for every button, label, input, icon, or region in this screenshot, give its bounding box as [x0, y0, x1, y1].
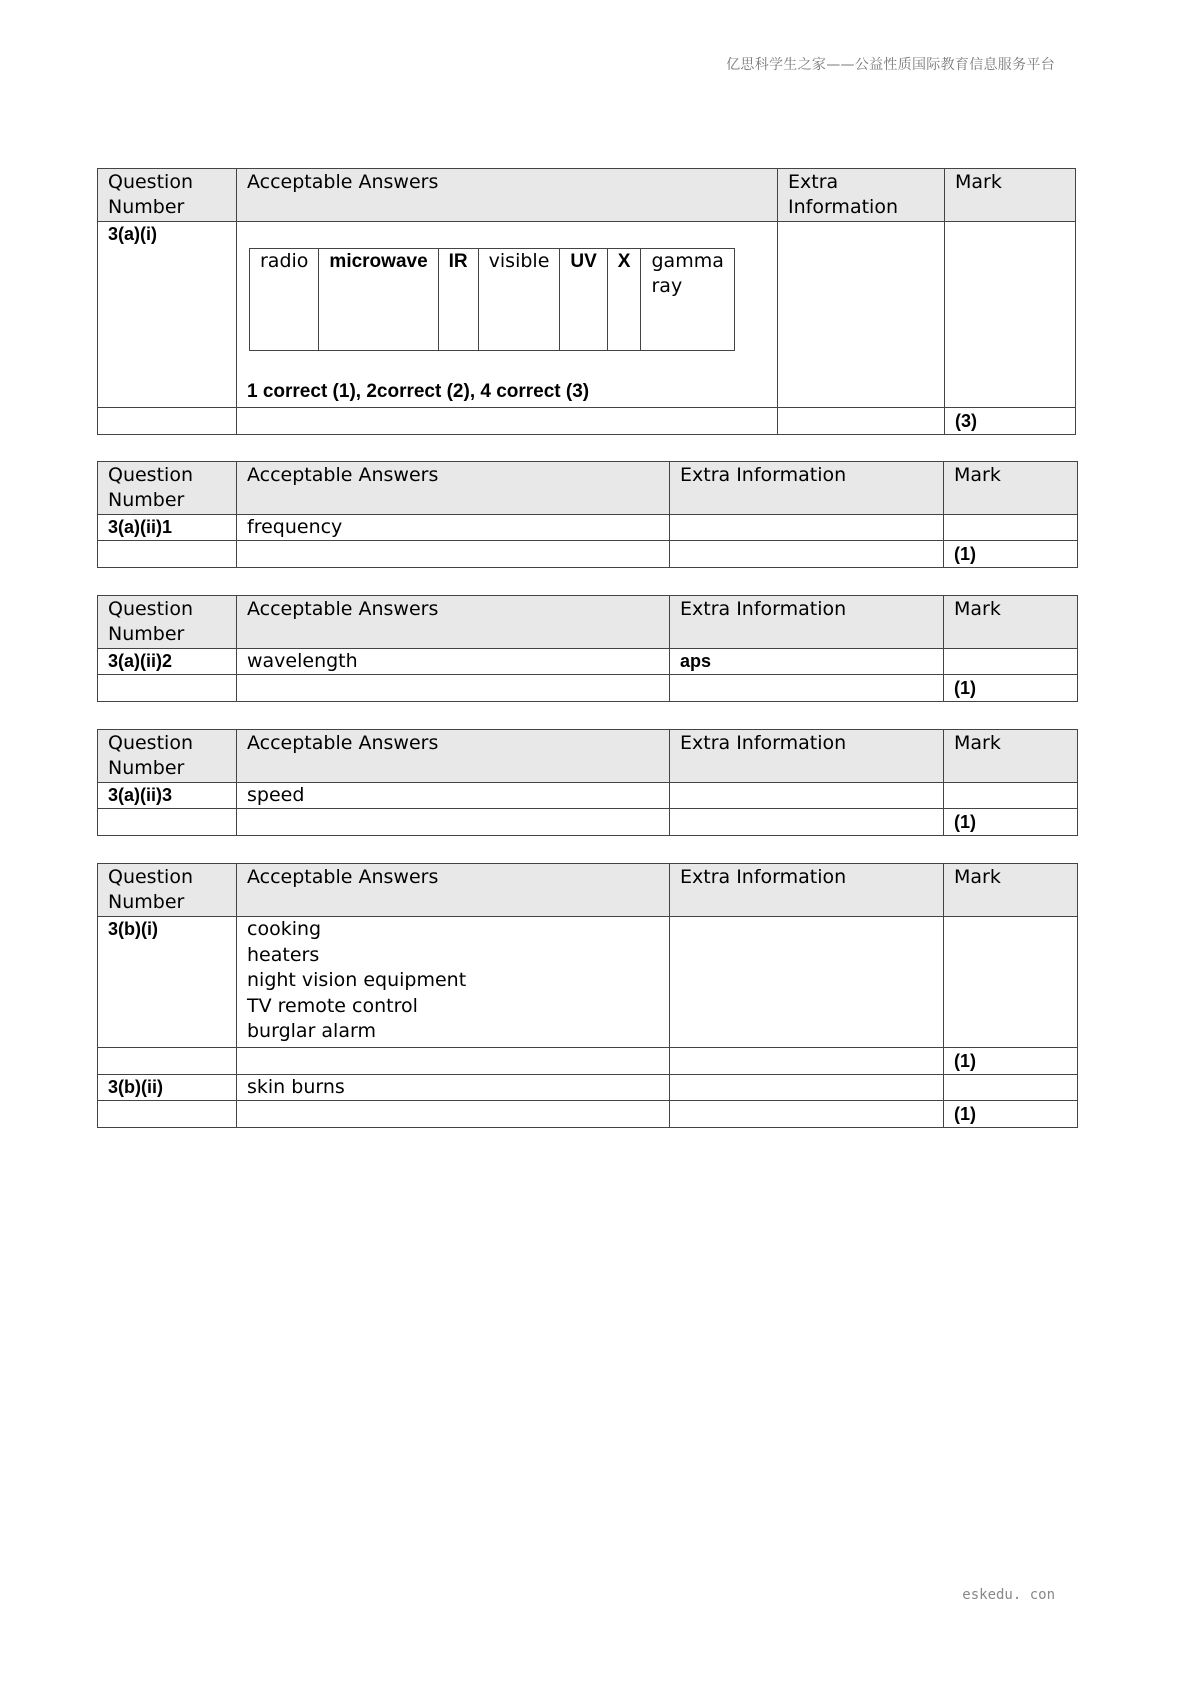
mark-header: Mark	[945, 169, 1076, 222]
mark-total-row	[98, 408, 1076, 435]
extra-information: aps	[670, 649, 944, 675]
spectrum-x: X	[607, 249, 641, 351]
total-mark: (1)	[944, 675, 1078, 702]
question-number: 3(a)(i)	[98, 222, 237, 408]
answer: skin burns	[237, 1074, 670, 1100]
empty-cell	[237, 1100, 670, 1127]
empty-cell	[237, 1047, 670, 1074]
extra-information-cell	[778, 222, 945, 408]
acceptable-answers-header: Acceptable Answers	[237, 169, 778, 222]
spectrum-visible: visible	[478, 249, 560, 351]
acceptable-answers-header: Acceptable Answers	[237, 596, 670, 649]
total-mark: (1)	[944, 1100, 1078, 1127]
extra-information-header: Extra Information	[670, 864, 944, 917]
question-number: 3(a)(ii)2	[98, 649, 237, 675]
question-number: 3(a)(ii)3	[98, 783, 237, 809]
total-mark: (1)	[944, 809, 1078, 836]
total-mark: (1)	[944, 1047, 1078, 1074]
extra-information-header: Extra Information	[670, 730, 944, 783]
mark-cell	[944, 649, 1078, 675]
mark-cell	[945, 222, 1076, 408]
spectrum-radio: radio	[250, 249, 319, 351]
spectrum-ir: IR	[438, 249, 478, 351]
table-row	[98, 515, 1078, 541]
acceptable-answers-cell	[237, 222, 778, 408]
mark-header: Mark	[944, 596, 1078, 649]
spectrum-microwave: microwave	[319, 249, 438, 351]
mark-header: Mark	[944, 462, 1078, 515]
answer: frequency	[237, 515, 670, 541]
list-item: TV remote control	[247, 994, 418, 1017]
table-header-row	[98, 462, 1078, 515]
empty-cell	[778, 408, 945, 435]
spectrum-table	[249, 248, 735, 351]
empty-cell	[670, 541, 944, 568]
page-footer: eskedu. con	[962, 1587, 1055, 1603]
empty-cell	[98, 1047, 237, 1074]
mark-total-row	[98, 1047, 1078, 1074]
question-number-header: Question Number	[98, 169, 237, 222]
table-row	[98, 783, 1078, 809]
mark-table-3b	[97, 863, 1078, 1128]
question-number: 3(b)(i)	[98, 917, 237, 1048]
extra-information-header: Extra Information	[670, 596, 944, 649]
list-item: heaters	[247, 943, 320, 966]
question-number: 3(b)(ii)	[98, 1074, 237, 1100]
empty-cell	[98, 408, 237, 435]
mark-table-3a-i	[97, 168, 1076, 435]
total-mark: (1)	[944, 541, 1078, 568]
mark-cell	[944, 917, 1078, 1048]
table-row	[98, 649, 1078, 675]
table-header-row	[98, 864, 1078, 917]
mark-total-row	[98, 541, 1078, 568]
question-number-header: Question Number	[98, 730, 237, 783]
mark-total-row	[98, 809, 1078, 836]
question-number: 3(a)(ii)1	[98, 515, 237, 541]
extra-information	[670, 783, 944, 809]
answer-list	[237, 917, 670, 1048]
empty-cell	[98, 1100, 237, 1127]
empty-cell	[98, 809, 237, 836]
empty-cell	[237, 408, 778, 435]
empty-cell	[98, 541, 237, 568]
mark-header: Mark	[944, 864, 1078, 917]
empty-cell	[670, 809, 944, 836]
extra-information	[670, 1074, 944, 1100]
spectrum-uv: UV	[560, 249, 607, 351]
table-row	[98, 1074, 1078, 1100]
question-number-header: Question Number	[98, 864, 237, 917]
spectrum-row	[250, 249, 735, 351]
scoring-guidance: 1 correct (1), 2correct (2), 4 correct (3)	[247, 381, 590, 402]
question-number-header: Question Number	[98, 462, 237, 515]
list-item: burglar alarm	[247, 1020, 376, 1042]
empty-cell	[237, 675, 670, 702]
acceptable-answers-header: Acceptable Answers	[237, 864, 670, 917]
list-item: night vision equipment	[247, 969, 467, 991]
question-number-header: Question Number	[98, 596, 237, 649]
total-mark: (3)	[945, 408, 1076, 435]
mark-table-3a-ii-3	[97, 729, 1078, 836]
spectrum-gamma-ray: gamma ray	[641, 249, 734, 351]
extra-information-header: Extra Information	[778, 169, 945, 222]
empty-cell	[670, 1100, 944, 1127]
extra-information	[670, 917, 944, 1048]
mark-header: Mark	[944, 730, 1078, 783]
table-row	[98, 917, 1078, 1048]
table-header-row	[98, 596, 1078, 649]
table-row	[98, 222, 1076, 408]
table-header-row	[98, 169, 1076, 222]
answer: wavelength	[237, 649, 670, 675]
mark-table-3a-ii-2	[97, 595, 1078, 702]
empty-cell	[237, 541, 670, 568]
acceptable-answers-header: Acceptable Answers	[237, 730, 670, 783]
empty-cell	[98, 675, 237, 702]
empty-cell	[670, 1047, 944, 1074]
mark-table-3a-ii-1	[97, 461, 1078, 568]
mark-cell	[944, 783, 1078, 809]
page-header: 亿思科学生之家——公益性质国际教育信息服务平台	[726, 57, 1055, 73]
empty-cell	[670, 675, 944, 702]
mark-total-row	[98, 1100, 1078, 1127]
extra-information	[670, 515, 944, 541]
empty-cell	[237, 809, 670, 836]
mark-cell	[944, 515, 1078, 541]
acceptable-answers-header: Acceptable Answers	[237, 462, 670, 515]
list-item: cooking	[247, 918, 322, 940]
extra-information-header: Extra Information	[670, 462, 944, 515]
table-header-row	[98, 730, 1078, 783]
answer: speed	[237, 783, 670, 809]
mark-cell	[944, 1074, 1078, 1100]
mark-total-row	[98, 675, 1078, 702]
